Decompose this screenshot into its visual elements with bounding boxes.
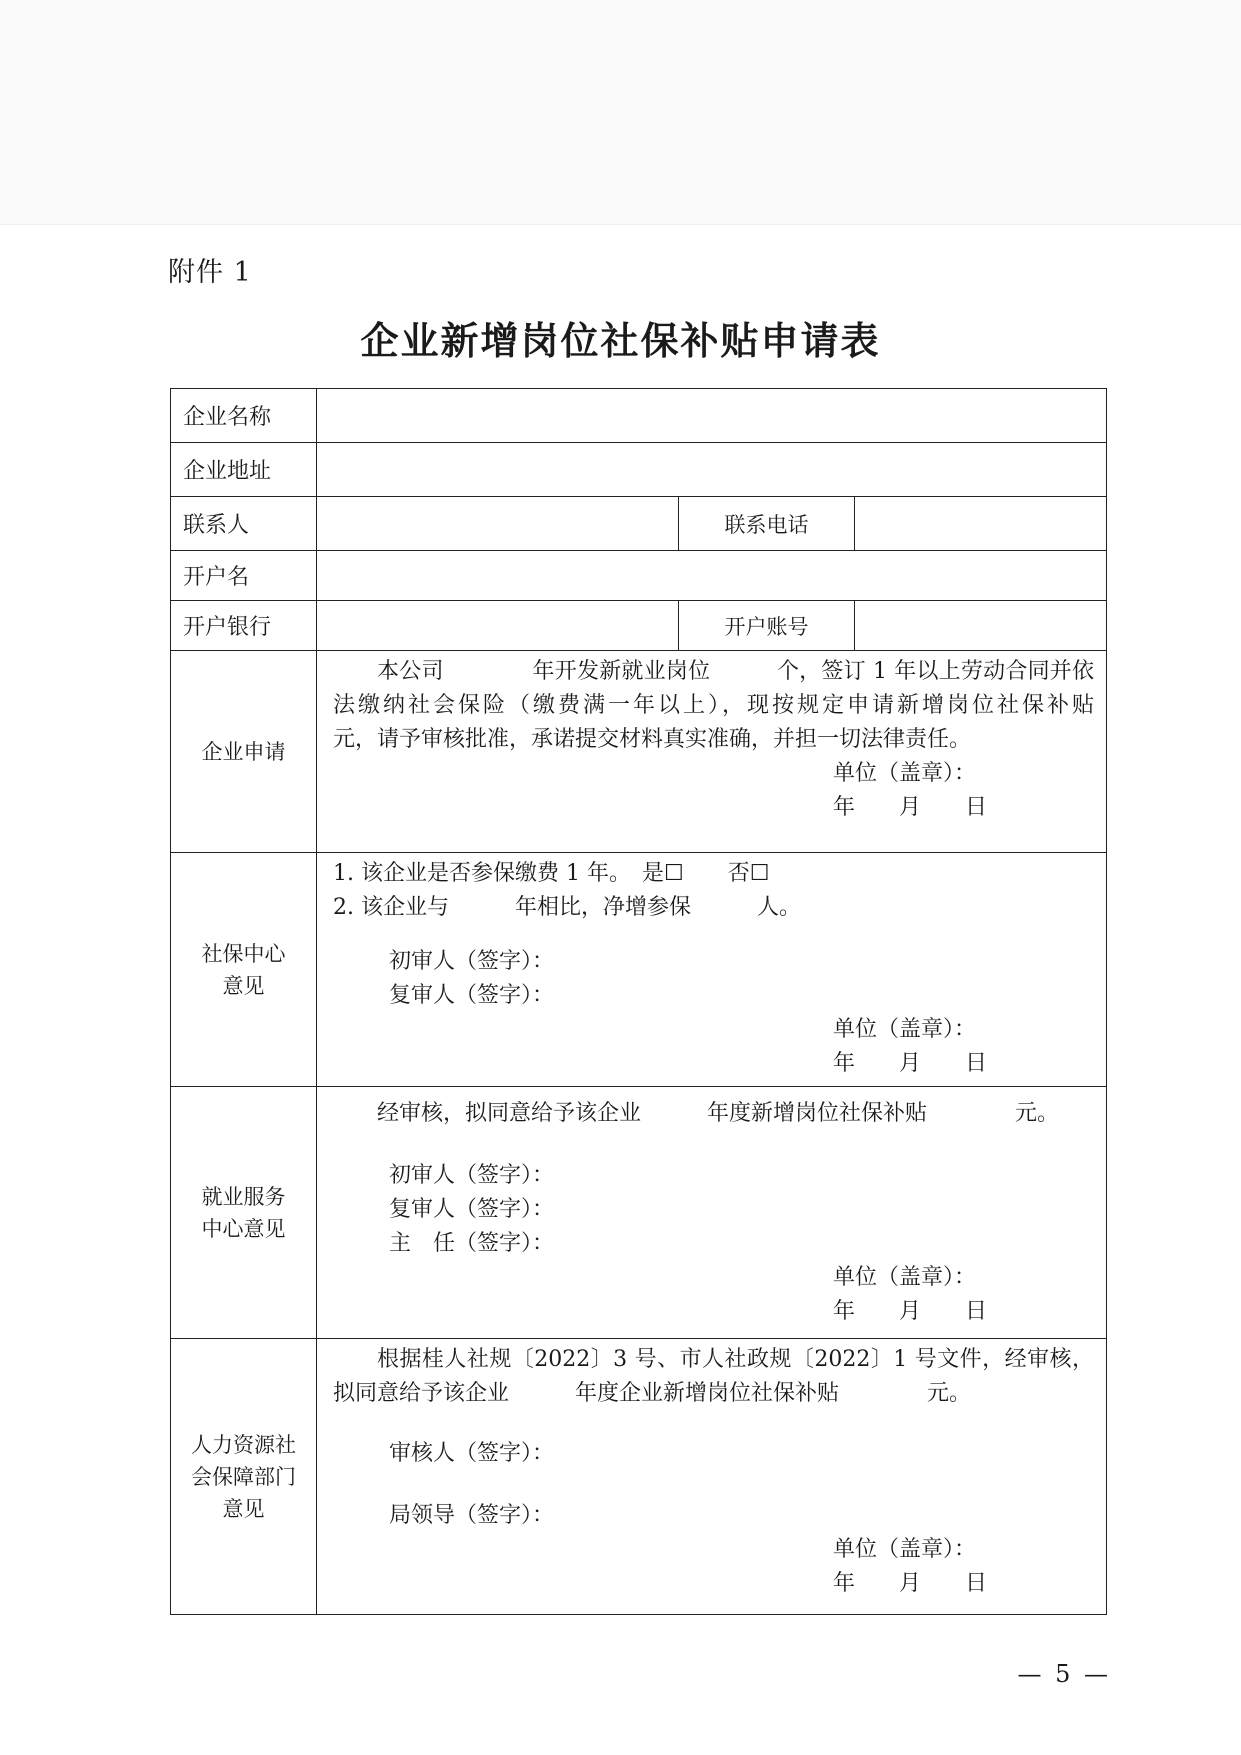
hr-bureau-leader: 局领导（签字）： xyxy=(389,1503,555,1528)
employment-stamp: 单位（盖章）： xyxy=(833,1265,977,1290)
row-social-security xyxy=(171,853,1107,1087)
social-security-stamp: 单位（盖章）： xyxy=(833,1017,977,1042)
social-security-question-2: 2. 该企业与 年相比，净增参保 人。 xyxy=(333,895,801,920)
social-security-date: 年 月 日 xyxy=(833,1051,988,1076)
application-form-table xyxy=(170,388,1183,1615)
application-text: 本公司 年开发新就业岗位 个，签订 1 年以上劳动合同并依法缴纳社会保险（缴费满一年以上），现按规定申请新增岗位社保补贴 元，请予审核批准，承诺提交材料真实准确，并担一切法律责任。 xyxy=(333,659,1183,752)
application-label-text: 企业申请 xyxy=(201,739,286,764)
social-security-label-line2: 意见 xyxy=(222,973,265,998)
company-name-label: 企业名称 xyxy=(171,389,317,443)
hr-department-label-line2: 会保障部门 xyxy=(191,1464,296,1489)
contact-phone-label: 联系电话 xyxy=(679,497,855,551)
social-security-question-1: 1. 该企业是否参保缴费 1 年。 是☐ 否☐ xyxy=(333,861,770,886)
hr-date: 年 月 日 xyxy=(833,1571,988,1596)
employment-first-reviewer: 初审人（签字）： xyxy=(389,1163,555,1188)
hr-department-text: 根据桂人社规〔2022〕3 号、市人社政规〔2022〕1 号文件，经审核，拟同意给予该企业 年度企业新增岗位社保补贴 元。 xyxy=(333,1347,1095,1406)
account-name-field[interactable] xyxy=(317,551,1107,601)
application-date: 年 月 日 xyxy=(833,795,988,820)
hr-department-label-line1: 人力资源社 xyxy=(191,1432,296,1457)
company-address-label: 企业地址 xyxy=(171,443,317,497)
contact-person-field[interactable] xyxy=(317,497,679,551)
employment-center-label-line2: 中心意见 xyxy=(201,1216,286,1241)
account-number-label: 开户账号 xyxy=(679,601,855,651)
row-application xyxy=(171,651,1107,853)
company-name-field[interactable] xyxy=(317,389,1107,443)
employment-center-label xyxy=(171,1087,317,1339)
page-number: — 5 — xyxy=(1017,1660,1111,1688)
application-content xyxy=(317,651,1183,853)
social-security-first-reviewer: 初审人（签字）： xyxy=(389,949,555,974)
application-label xyxy=(171,651,317,853)
row-hr-department xyxy=(171,1339,1107,1615)
social-security-content xyxy=(317,853,1107,1087)
spacer xyxy=(333,1471,1094,1499)
form-title: 企业新增岗位社保补贴申请表 xyxy=(360,318,881,363)
hr-department-label-line3: 意见 xyxy=(222,1496,265,1521)
contact-phone-field[interactable] xyxy=(855,497,1107,551)
attachment-label: 附件 1 xyxy=(168,257,252,288)
row-company-name xyxy=(171,389,1107,443)
page-top-margin xyxy=(0,0,1241,225)
social-security-label-line1: 社保中心 xyxy=(201,941,286,966)
employment-date: 年 月 日 xyxy=(833,1299,988,1324)
row-employment-center xyxy=(171,1087,1107,1339)
hr-department-content xyxy=(317,1339,1107,1615)
row-contact xyxy=(171,497,1107,551)
application-stamp: 单位（盖章）： xyxy=(833,761,977,786)
bank-field[interactable] xyxy=(317,601,679,651)
bank-label: 开户银行 xyxy=(171,601,317,651)
row-account-name xyxy=(171,551,1107,601)
social-security-label xyxy=(171,853,317,1087)
hr-stamp: 单位（盖章）： xyxy=(833,1537,977,1562)
contact-person-label: 联系人 xyxy=(171,497,317,551)
hr-department-label xyxy=(171,1339,317,1615)
company-address-field[interactable] xyxy=(317,443,1107,497)
employment-center-text: 经审核，拟同意给予该企业 年度新增岗位社保补贴 元。 xyxy=(377,1101,1060,1126)
account-number-field[interactable] xyxy=(855,601,1107,651)
spacer xyxy=(333,1411,1094,1437)
employment-center-content xyxy=(317,1087,1107,1339)
employment-second-reviewer: 复审人（签字）： xyxy=(389,1197,555,1222)
account-name-label: 开户名 xyxy=(171,551,317,601)
employment-director: 主 任（签字）： xyxy=(389,1231,555,1256)
social-security-second-reviewer: 复审人（签字）： xyxy=(389,983,555,1008)
hr-reviewer: 审核人（签字）： xyxy=(389,1441,555,1466)
row-bank xyxy=(171,601,1107,651)
employment-center-label-line1: 就业服务 xyxy=(201,1184,286,1209)
spacer xyxy=(333,925,1094,945)
row-company-address xyxy=(171,443,1107,497)
spacer xyxy=(333,1131,1094,1159)
